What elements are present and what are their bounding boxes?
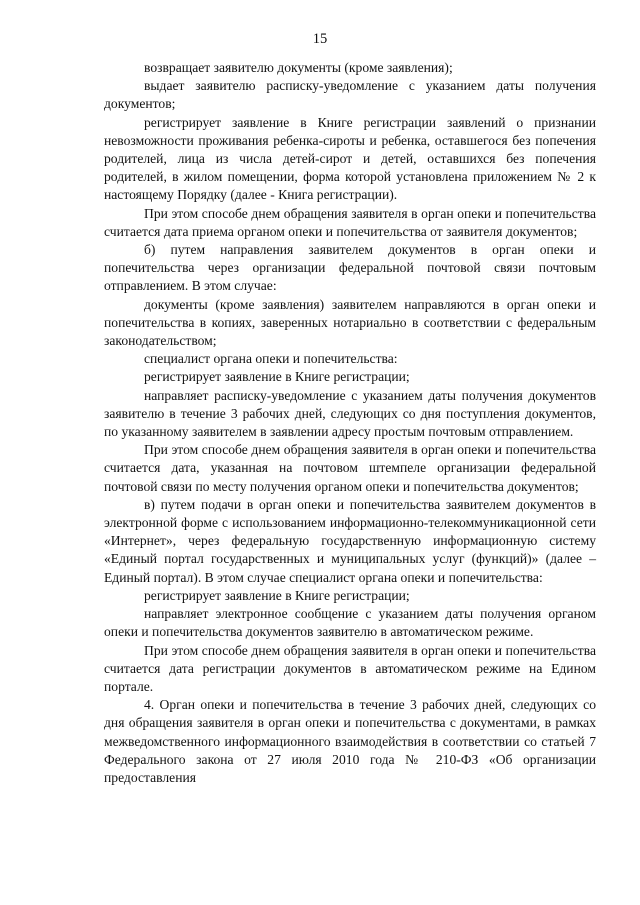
- paragraph: При этом способе днем обращения заявителя в орган опеки и попечительства считается дата приема органом опеки и попечительства от заявителя документов;: [104, 205, 596, 239]
- paragraph: возвращает заявителю документы (кроме заявления);: [144, 60, 453, 75]
- paragraph: направляет электронное сообщение с указанием даты получения органом опеки и попечительства документов заявителю в автоматическом режиме.: [104, 606, 596, 640]
- paragraph: б) путем направления заявителем документов в орган опеки и попечительства через организации федеральной почтовой связи почтовым отправлением. В этом случае:: [104, 242, 596, 294]
- paragraph: 4. Орган опеки и попечительства в течение 3 рабочих дней, следующих со дня обращения заявителя в орган опеки и попечительства с документами, в рамках межведомственного информационного взаимодействия в соответствии со статьей 7 Федерального закона от 27 июля 2010 года № 210-ФЗ «Об организации предоставления: [104, 697, 596, 785]
- paragraph: специалист органа опеки и попечительства:: [144, 351, 398, 367]
- paragraph: в) путем подачи в орган опеки и попечительства заявителем документов в электронной форме с использованием информационно-телекоммуникационной сети «Интернет», через федеральную государственную информационную систему «Единый портал государственных и муниципальных услуг (функций)» (далее – Единый портал). В этом случае специалист органа опеки и попечительства:: [104, 496, 596, 585]
- page-number: 15: [312, 31, 328, 47]
- paragraph: выдает заявителю расписку-уведомление с указанием даты получения документов;: [104, 78, 596, 112]
- paragraph: направляет расписку-уведомление с указанием даты получения документов заявителю в течение 3 рабочих дней, следующих со дня поступления документов, по указанному заявителем в заявлении адресу простым почтовым отправлением.: [104, 387, 596, 440]
- paragraph: При этом способе днем обращения заявителя в орган опеки и попечительства считается дата, указанная на почтовом штемпеле организации федеральной почтовой связи по месту получения органом опеки и попечительства документов;: [104, 442, 596, 494]
- document-body: [104, 59, 596, 787]
- paragraph: При этом способе днем обращения заявителя в орган опеки и попечительства считается дата регистрации документов в автоматическом режиме на Едином портале.: [104, 642, 596, 694]
- paragraph: регистрирует заявление в Книге регистрации;: [144, 587, 410, 603]
- paragraph: документы (кроме заявления) заявителем направляются в орган опеки и попечительства в копиях, заверенных нотариально в соответствии с федеральным законодательством;: [104, 296, 596, 349]
- paragraph: регистрирует заявление в Книге регистрации заявлений о признании невозможности проживания ребенка-сироты и ребенка, оставшегося без попечения родителей, лица из числа детей-сирот и детей, оставшихся без попечения родителей, в жилом помещении, форма которой установлена приложением № 2 к настоящему Порядку (далее - Книга регистрации).: [104, 114, 596, 203]
- paragraph: регистрирует заявление в Книге регистрации;: [144, 369, 410, 385]
